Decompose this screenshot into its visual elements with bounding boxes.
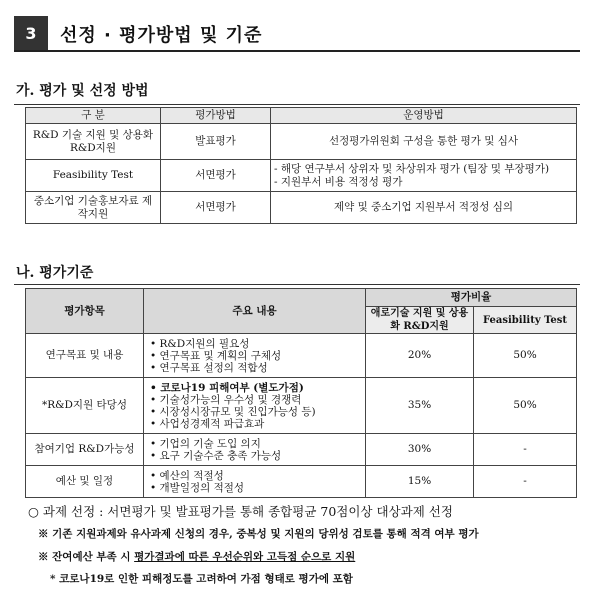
table-row [26, 334, 577, 378]
operation-line: - 해당 연구부서 상위자 및 차상위자 평가 (팀장 및 부장평가) [274, 162, 550, 175]
note-duplicate: ※ 기존 지원과제와 유사과제 신청의 경우, 중복성 및 지원의 당위성 검토를 통해 적격 여부 평가 [38, 528, 479, 540]
cell-method: 서면평가 [161, 160, 271, 192]
cell-contents [144, 434, 366, 466]
table-row [26, 466, 577, 498]
note-budget: ※ 잔여예산 부족 시 평가결과에 따른 우선순위와 고득점 순으로 지원 [38, 551, 356, 563]
content-line: • 기술성가능의 우수성 및 경쟁력 [150, 393, 302, 406]
cell-item: *R&D지원 타당성 [26, 378, 144, 434]
table-row [26, 160, 577, 192]
column-header: 구 분 [26, 108, 161, 124]
note-selection: ○ 과제 선정 : 서면평가 및 발표평가를 통해 종합평균 70점이상 대상과제 선정 [28, 504, 453, 519]
section-header [14, 16, 580, 52]
cell-contents [144, 378, 366, 434]
cell-operation [271, 160, 577, 192]
cell-category: Feasibility Test [26, 160, 161, 192]
content-line: • 개발일정의 적절성 [150, 481, 245, 494]
cell-ratio-a: 15% [366, 466, 474, 498]
section-number: 3 [14, 16, 48, 50]
header-ratio-a: 애로기술 지원 및 상용화 R&D지원 [366, 307, 474, 334]
operation-line: - 지원부서 비용 적정성 평가 [274, 175, 403, 188]
content-line: • R&D지원의 필요성 [150, 337, 250, 350]
content-line: • 요구 기술수준 충족 가능성 [150, 449, 282, 462]
divider [14, 104, 580, 105]
content-line: • 연구목표 설정의 적합성 [150, 361, 268, 374]
cell-contents [144, 466, 366, 498]
cell-category: R&D 기술 지원 및 상용화 R&D지원 [26, 124, 161, 160]
cell-ratio-a: 35% [366, 378, 474, 434]
content-line: • 연구목표 및 계획의 구체성 [150, 349, 282, 362]
cell-ratio-a: 20% [366, 334, 474, 378]
subheading-a: 가. 평가 및 선정 방법 [16, 83, 149, 99]
table-row [26, 192, 577, 224]
header-item: 평가항목 [26, 289, 144, 334]
cell-ratio-b: 50% [474, 334, 577, 378]
content-line: • 사업성경제적 파급효과 [150, 417, 265, 430]
header-ratio: 평가비율 [366, 289, 577, 307]
table-row [26, 124, 577, 160]
content-line: • 기업의 기술 도입 의지 [150, 437, 261, 450]
evaluation-method-table [25, 107, 577, 224]
cell-item: 예산 및 일정 [26, 466, 144, 498]
subheading-b: 나. 평가기준 [16, 265, 94, 281]
cell-operation: 제약 및 중소기업 지원부서 적정성 심의 [271, 192, 577, 224]
cell-operation: 선정평가위원회 구성을 통한 평가 및 심사 [271, 124, 577, 160]
cell-ratio-b: 50% [474, 378, 577, 434]
header-ratio-b: Feasibility Test [474, 307, 577, 334]
cell-category: 중소기업 기술홍보자료 제작지원 [26, 192, 161, 224]
cell-contents [144, 334, 366, 378]
header-content: 주요 내용 [144, 289, 366, 334]
table-row [26, 378, 577, 434]
divider [14, 284, 580, 285]
note-covid: * 코로나19로 인한 피해정도를 고려하여 가점 형태로 평가에 포함 [50, 573, 353, 585]
content-line: • 시장성시장규모 및 진입가능성 등) [150, 405, 316, 418]
cell-ratio-b: - [474, 434, 577, 466]
cell-method: 서면평가 [161, 192, 271, 224]
cell-item: 참여기업 R&D가능성 [26, 434, 144, 466]
cell-ratio-b: - [474, 466, 577, 498]
content-line: • 예산의 적절성 [150, 469, 224, 482]
evaluation-criteria-table [25, 288, 577, 498]
content-line: • 코로나19 피해여부 (별도가점) [150, 381, 304, 394]
cell-item: 연구목표 및 내용 [26, 334, 144, 378]
column-header: 운영방법 [271, 108, 577, 124]
column-header: 평가방법 [161, 108, 271, 124]
section-title: 선정 · 평가방법 및 기준 [60, 25, 263, 46]
table-row [26, 434, 577, 466]
cell-ratio-a: 30% [366, 434, 474, 466]
cell-method: 발표평가 [161, 124, 271, 160]
